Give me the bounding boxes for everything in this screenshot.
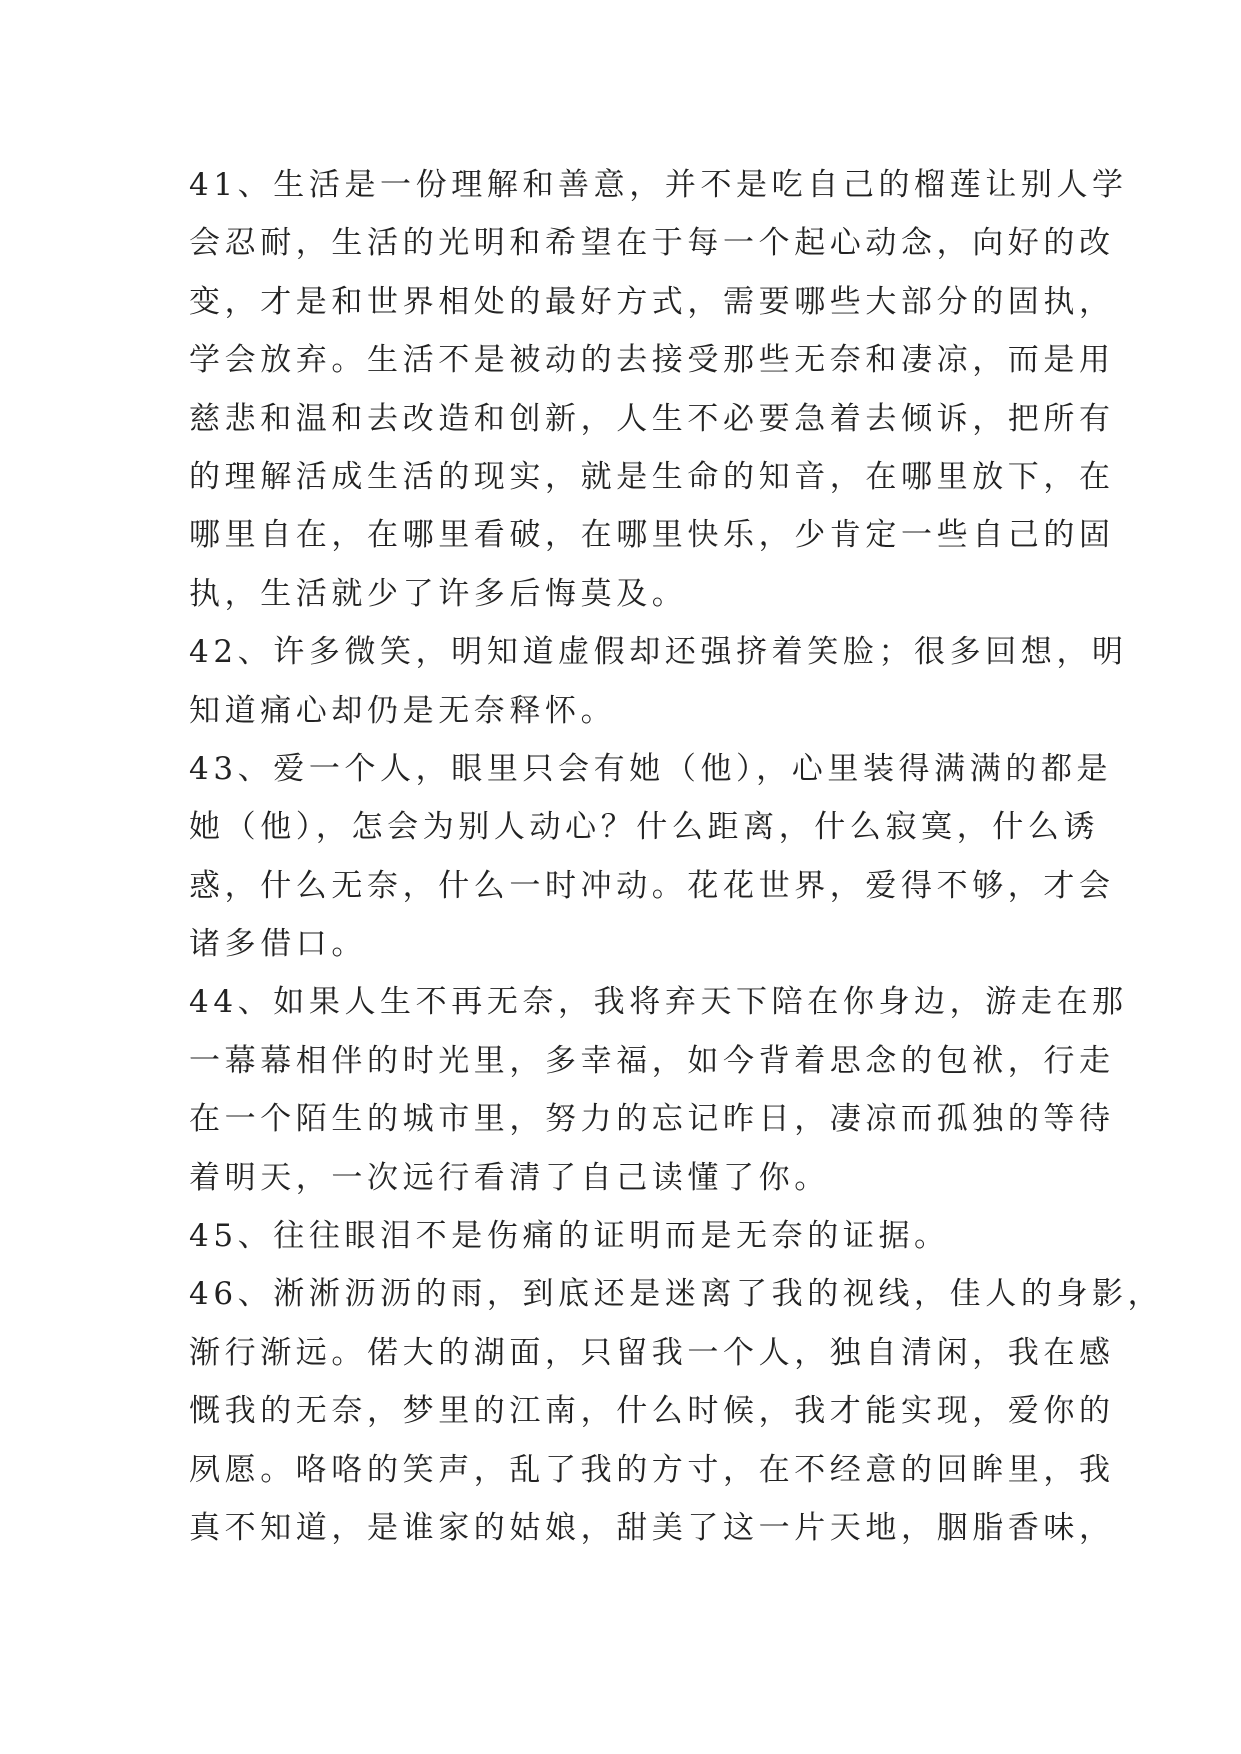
text-line: 诸多借口。 (189, 926, 367, 963)
text-line: 45、往往眼泪不是伤痛的证明而是无奈的证据。 (189, 1218, 950, 1255)
text-line: 43、爱一个人，眼里只会有她（他），心里装得满满的都是 (189, 750, 1113, 787)
text-line: 哪里自在，在哪里看破，在哪里快乐，少肯定一些自己的固 (189, 517, 1115, 554)
text-line: 她（他），怎会为别人动心？什么距离，什么寂寞，什么诱 (189, 809, 1100, 846)
text-line: 真不知道，是谁家的姑娘，甜美了这一片天地，胭脂香味， (189, 1509, 1115, 1546)
text-line: 夙愿。咯咯的笑声，乱了我的方寸，在不经意的回眸里，我 (189, 1451, 1115, 1488)
text-line: 42、许多微笑，明知道虚假却还强挤着笑脸；很多回想，明 (189, 634, 1128, 671)
text-line: 渐行渐远。偌大的湖面，只留我一个人，独自清闲，我在感 (189, 1334, 1115, 1371)
text-line: 变，才是和世界相处的最好方式，需要哪些大部分的固执， (189, 283, 1115, 320)
text-line: 44、如果人生不再无奈，我将弃天下陪在你身边，游走在那 (189, 984, 1128, 1021)
text-line: 41、生活是一份理解和善意，并不是吃自己的榴莲让别人学 (189, 167, 1128, 203)
text-line: 学会放弃。生活不是被动的去接受那些无奈和凄凉，而是用 (189, 342, 1115, 379)
text-line: 着明天，一次远行看清了自己读懂了你。 (189, 1159, 830, 1196)
text-line: 知道痛心却仍是无奈释怀。 (189, 692, 617, 729)
text-line: 执，生活就少了许多后悔莫及。 (189, 575, 688, 612)
text-line: 惑，什么无奈，什么一时冲动。花花世界，爱得不够，才会 (189, 867, 1115, 904)
text-line: 一幕幕相伴的时光里，多幸福，如今背着思念的包袱，行走 (189, 1042, 1115, 1079)
text-line: 的理解活成生活的现实，就是生命的知音，在哪里放下，在 (189, 458, 1115, 495)
text-line: 46、淅淅沥沥的雨，到底还是迷离了我的视线，佳人的身影， (189, 1276, 1164, 1313)
text-line: 在一个陌生的城市里，努力的忘记昨日，凄凉而孤独的等待 (189, 1101, 1115, 1138)
text-line: 慈悲和温和去改造和创新，人生不必要急着去倾诉，把所有 (189, 400, 1115, 437)
text-line: 会忍耐，生活的光明和希望在于每一个起心动念，向好的改 (189, 225, 1115, 262)
text-line: 慨我的无奈，梦里的江南，什么时候，我才能实现，爱你的 (189, 1393, 1115, 1430)
document-body (189, 156, 1164, 1557)
